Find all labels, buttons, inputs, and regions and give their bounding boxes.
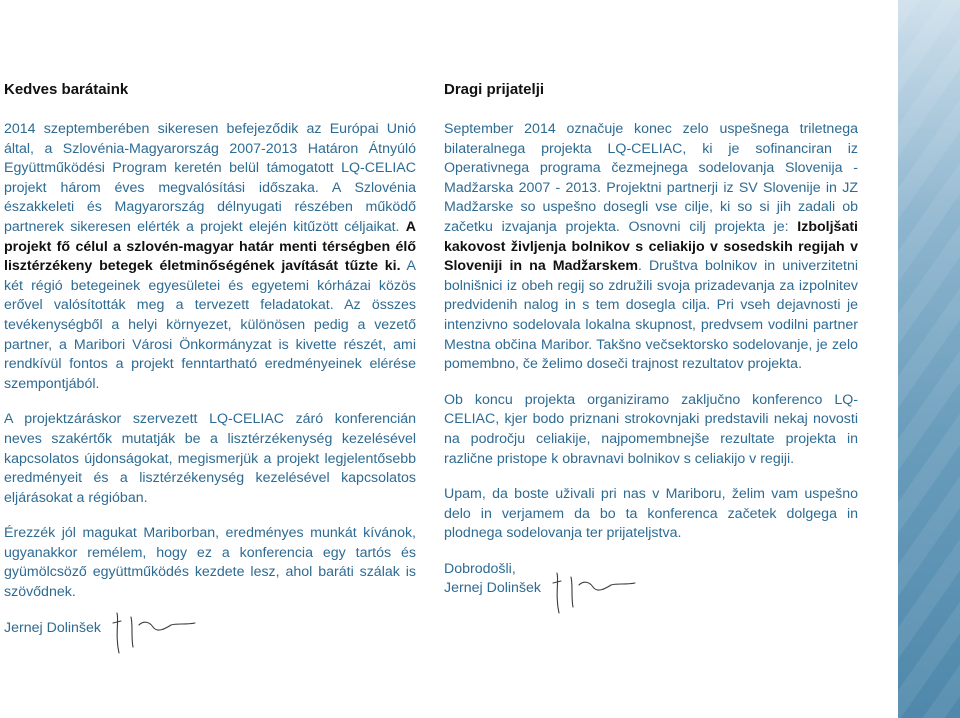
slovenian-heading: Dragi prijatelji [444, 81, 545, 98]
handwritten-signature [109, 607, 199, 659]
slovenian-paragraph-2: Ob koncu projekta organiziramo zaključno konferenco LQ-CELIAC, kjer bodo priznani strokovnjaki predstavili nekaj novosti na področju celiakije, najpomembnejše rezultate projekta in različne pristope k obravnavi bolnikov s celiakijo v regiji. [444, 391, 858, 467]
decorative-side-strip [898, 0, 960, 718]
slovenian-paragraph-3: Upam, da boste uživali pri nas v Mariboru, želim vam uspešno delo in verjamem da bo ta konferenca začetek dolgega in plodnega sodelovanja ter prijateljstva. [444, 486, 858, 542]
slovenian-signature-name: Jernej Dolinšek [444, 580, 541, 597]
hungarian-paragraph-3: Érezzék jól magukat Mariborban, eredményes munkát kívánok, ugyanakkor remélem, hogy ez a konferencia egy tartós és gyümölcsöző együttműködés kezdete lesz, ahol baráti szálak is szövődnek. [4, 525, 416, 601]
slovenian-paragraph-1 [444, 120, 858, 375]
hungarian-paragraph-1-continued: A két régió betegeinek egyesületei és egyetemi kórházai közös erővel valósították meg a tervezett feladatokat. Az összes tevékenységből a helyi környezet, különösen pedig a vezető partner, a Maribori Városi Önkormányzat is kivette részét, ami rendkívül fontos a projekt fenntartható eredményeinek elérése szempontjából. [4, 258, 416, 392]
hungarian-paragraph-1-text: 2014 szeptemberében sikeresen befejeződik az Európai Unió által, a Szlovénia-Magyarország 2007-2013 Határon Átnyúló Együttműködési Program keretén belül támogatott LQ-CELIAC projekt három éves megvalósítási időszaka. A Szlovénia északkeleti és Magyarország délnyugati részében működő partnerek sikeresen elérték a projekt elején kitűzött céljaikat. [4, 121, 416, 235]
hungarian-letter [4, 80, 416, 659]
slovenian-main-goal: Izboljšati kakovost življenja bolnikov s celiakijo v sosedskih regijah v Sloveniji in na Madžarskem [444, 218, 858, 275]
slovenian-paragraph-1-text: September 2014 označuje konec zelo uspešnega triletnega bilateralnega projekta LQ-CELIAC, ki je sofinanciran iz Operativnega programa čezmejnega sodelovanja Slovenija - Madžarska 2007 - 2013. Projektni partnerji iz SV Slovenije in JZ Madžarske so uspešno dosegli vse cilje, ki so si jih zadali ob začetku izvajanja projekta. Osnovni cilj projekta je: [444, 121, 858, 235]
hungarian-main-goal: A projekt fő célul a szlovén-magyar határ menti térségben élő lisztérzékeny betegek életminőségének javítását tűzte ki. [4, 218, 416, 275]
hungarian-paragraph-1 [4, 120, 416, 394]
slovenian-signature-block [444, 579, 858, 619]
hungarian-heading: Kedves barátaink [4, 81, 129, 98]
slovenian-closing: Dobrodošli, [444, 560, 516, 577]
handwritten-signature [549, 567, 639, 619]
hungarian-signature-name: Jernej Dolinšek [4, 619, 101, 636]
hungarian-paragraph-2: A projektzáráskor szervezett LQ-CELIAC záró konferencián neves szakértők mutatják be a lisztérzékenység kezelésével kapcsolatos újdonságokat, megismerjük a projekt legjelentősebb eredményeit és a lisztérzékenység kezelésével kapcsolatos eljárásokat a régióban. [4, 411, 416, 506]
slovenian-letter [444, 80, 858, 619]
slovenian-paragraph-1-continued: . Društva bolnikov in univerzitetni bolnišnici iz obeh regij so združili svoja prizadevanja za izpolnitev predvidenih nalog in s tem dosegla cilja. Pri vseh dejavnosti je intenzivno sodelovala lokalna skupnost, predvsem vodilni partner Mestna občina Maribor. Takšno večsektorsko sodelovanje, je zelo pomembno, če želimo doseči trajnost rezultatov projekta. [444, 258, 859, 373]
hungarian-signature-block [4, 619, 416, 659]
